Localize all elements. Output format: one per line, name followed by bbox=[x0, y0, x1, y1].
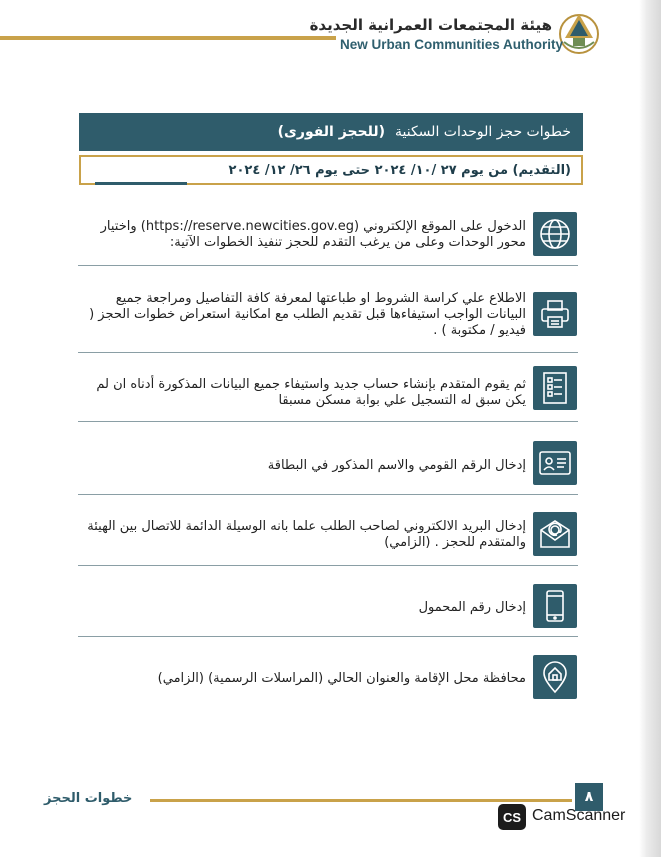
footer-gold-line bbox=[150, 799, 572, 802]
camscanner-label: CamScanner bbox=[532, 807, 626, 824]
org-name-arabic: هيئة المجتمعات العمرانية الجديدة bbox=[309, 16, 552, 34]
date-range-box bbox=[79, 155, 583, 185]
mobile-phone-icon bbox=[533, 584, 577, 628]
step-text-6: إدخال رقم المحمول bbox=[418, 600, 526, 615]
email-envelope-icon bbox=[533, 512, 577, 556]
step-text-5: إدخال البريد الالكتروني لصاحب الطلب علما بانه الوسيلة الدائمة للاتصال بين الهيئة والمتقدم للحجز . (الزامي) bbox=[87, 519, 526, 550]
org-name-english: New Urban Communities Authority bbox=[340, 37, 564, 52]
date-range-text: (التقديم) من يوم ٢٧ /١٠/ ٢٠٢٤ حتى يوم ٢٦/ ١٢/ ٢٠٢٤ bbox=[228, 162, 571, 178]
step-separator bbox=[78, 494, 578, 495]
printer-icon bbox=[533, 292, 577, 336]
camscanner-logo-icon: CS bbox=[498, 804, 526, 830]
step-separator bbox=[78, 352, 578, 353]
page-edge-shadow bbox=[639, 0, 661, 857]
step-separator bbox=[78, 565, 578, 566]
step-separator bbox=[78, 421, 578, 422]
page-title-band bbox=[79, 113, 583, 151]
step-text-2: الاطلاع علي كراسة الشروط او طباعتها لمعرفة كافة التفاصيل ومراجعة جميع البيانات الواجب استيفاءها قبل تقديم الطلب مع امكانية استعراض خطوات الحجز ( فيديو / مكتوبة ) . bbox=[89, 291, 526, 338]
globe-icon bbox=[533, 212, 577, 256]
date-box-underline bbox=[95, 182, 187, 185]
header-gold-line bbox=[0, 36, 336, 40]
step-text-4: إدخال الرقم القومي والاسم المذكور في البطاقة bbox=[267, 458, 526, 473]
id-card-icon bbox=[533, 441, 577, 485]
step-text-1: الدخول على الموقع الإلكتروني (https://reserve.newcities.gov.eg) واختيار محور الوحدات وعلى من يرغب التقدم للحجز تنفيذ الخطوات الآتية: bbox=[100, 219, 526, 250]
step-separator bbox=[78, 265, 578, 266]
step-text-7: محافظة محل الإقامة والعنوان الحالي (المراسلات الرسمية) (الزامي) bbox=[157, 671, 526, 686]
document-form-icon bbox=[533, 366, 577, 410]
location-home-icon bbox=[533, 655, 577, 699]
footer-title: خطوات الحجز bbox=[44, 791, 133, 806]
page-number: ٨ bbox=[575, 783, 603, 811]
step-separator bbox=[78, 636, 578, 637]
page-title-accent: (للحجز الفورى) bbox=[277, 124, 385, 140]
page-title: خطوات حجز الوحدات السكنية bbox=[395, 124, 571, 140]
step-text-3: ثم يقوم المتقدم بإنشاء حساب جديد واستيفاء جميع البيانات المذكورة أدناه ان لم يكن سبق له التسجيل علي بوابة مسكن مسبقا bbox=[96, 377, 526, 408]
